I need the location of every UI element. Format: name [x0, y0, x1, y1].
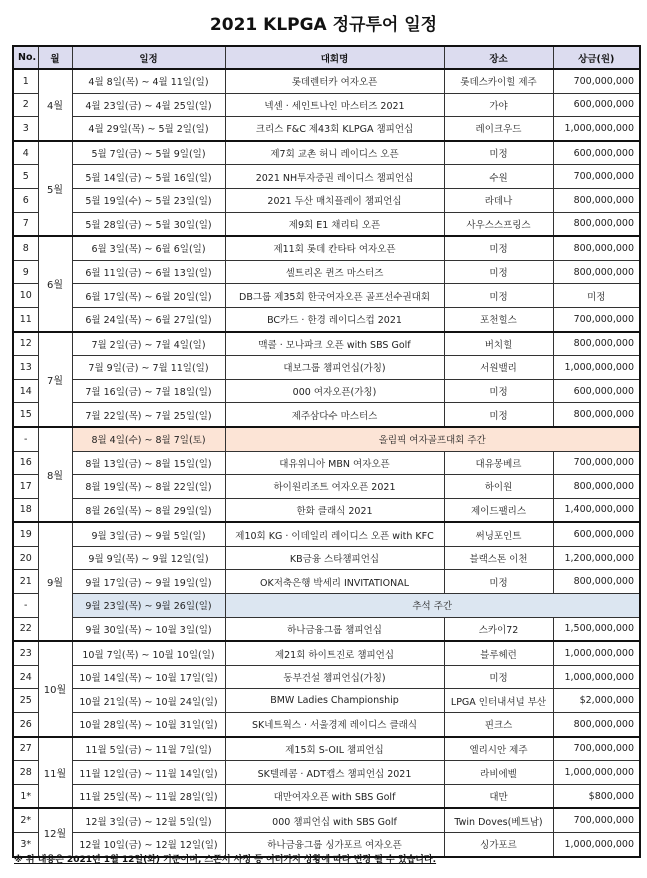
cell-name: 하나금융그룹 싱가포르 여자오픈: [225, 833, 444, 857]
cell-venue: 블랙스톤 이천: [444, 546, 553, 570]
cell-venue: 써닝포인트: [444, 522, 553, 546]
cell-month: 6월: [38, 236, 72, 331]
cell-no: 11: [13, 307, 38, 331]
cell-venue: 미정: [444, 403, 553, 427]
cell-date: 9월 9일(목) ~ 9월 12일(일): [72, 546, 225, 570]
cell-venue: 레이크우드: [444, 117, 553, 141]
cell-month: 9월: [38, 522, 72, 641]
table-row: [13, 117, 640, 141]
cell-month: 11월: [38, 737, 72, 809]
cell-name: 크리스 F&C 제43회 KLPGA 챔피언십: [225, 117, 444, 141]
cell-name: 제7회 교촌 허니 레이디스 오픈: [225, 141, 444, 165]
cell-prize: 600,000,000: [553, 379, 640, 403]
cell-prize: 600,000,000: [553, 93, 640, 117]
cell-name: KB금융 스타챔피언십: [225, 546, 444, 570]
cell-prize: 미정: [553, 284, 640, 308]
cell-name: SK텔레콤 · ADT캡스 챔피언십 2021: [225, 761, 444, 785]
cell-no: 27: [13, 737, 38, 761]
cell-date: 6월 11일(금) ~ 6월 13일(일): [72, 260, 225, 284]
cell-no: 22: [13, 617, 38, 641]
cell-venue: 라데나: [444, 188, 553, 212]
cell-venue: 사우스스프링스: [444, 212, 553, 236]
table-row: [13, 641, 640, 665]
cell-prize: $2,000,000: [553, 689, 640, 713]
table-row: [13, 546, 640, 570]
page-title: 2021 KLPGA 정규투어 일정: [209, 15, 438, 35]
table-row: [13, 260, 640, 284]
cell-no: 13: [13, 356, 38, 380]
cell-venue: 미정: [444, 236, 553, 260]
cell-no: 10: [13, 284, 38, 308]
header-row: [13, 46, 640, 69]
table-row: [13, 332, 640, 356]
cell-date: 12월 10일(금) ~ 12월 12일(일): [72, 833, 225, 857]
cell-name: 대보그룹 챔피언십(가칭): [225, 356, 444, 380]
cell-name: 제10회 KG · 이데일리 레이디스 오픈 with KFC: [225, 522, 444, 546]
cell-prize: 800,000,000: [553, 403, 640, 427]
cell-venue: 라비에벨: [444, 761, 553, 785]
table-row: [13, 808, 640, 832]
cell-prize: 1,200,000,000: [553, 546, 640, 570]
cell-prize: 1,400,000,000: [553, 498, 640, 522]
cell-date: 8월 26일(목) ~ 8월 29일(일): [72, 498, 225, 522]
table-row: [13, 307, 640, 331]
cell-venue: 대만: [444, 784, 553, 808]
cell-name: 하이원리조트 여자오픈 2021: [225, 475, 444, 499]
cell-name: DB그룹 제35회 한국여자오픈 골프선수권대회: [225, 284, 444, 308]
table-row: [13, 69, 640, 93]
cell-prize: 700,000,000: [553, 737, 640, 761]
cell-month: 4월: [38, 69, 72, 141]
cell-date: 4월 23일(금) ~ 4월 25일(일): [72, 93, 225, 117]
cell-name: 제주삼다수 마스터스: [225, 403, 444, 427]
table-row: [13, 737, 640, 761]
olympic-week-row: [13, 427, 640, 451]
cell-date: 12월 3일(금) ~ 12월 5일(일): [72, 808, 225, 832]
table-row: [13, 475, 640, 499]
table-row: [13, 212, 640, 236]
cell-name: 하나금융그룹 챔피언십: [225, 617, 444, 641]
cell-venue: 미정: [444, 141, 553, 165]
cell-venue: 핀크스: [444, 713, 553, 737]
cell-prize: 700,000,000: [553, 307, 640, 331]
cell-no: 7: [13, 212, 38, 236]
table-row: [13, 617, 640, 641]
header-no: No.: [13, 46, 38, 69]
cell-prize: 800,000,000: [553, 570, 640, 594]
cell-prize: 700,000,000: [553, 808, 640, 832]
cell-no: 23: [13, 641, 38, 665]
cell-no: 16: [13, 451, 38, 475]
cell-venue: 버치힐: [444, 332, 553, 356]
cell-no: 21: [13, 570, 38, 594]
cell-name: 제11회 롯데 칸타타 여자오픈: [225, 236, 444, 260]
header-date: 일정: [72, 46, 225, 69]
table-row: [13, 188, 640, 212]
cell-no: -: [13, 427, 38, 451]
cell-date: 7월 22일(목) ~ 7월 25일(일): [72, 403, 225, 427]
cell-date: 9월 17일(금) ~ 9월 19일(일): [72, 570, 225, 594]
cell-name: 롯데렌터카 여자오픈: [225, 69, 444, 93]
cell-date: 11월 5일(금) ~ 11월 7일(일): [72, 737, 225, 761]
cell-prize: 1,000,000,000: [553, 117, 640, 141]
cell-venue: 가야: [444, 93, 553, 117]
cell-prize: 800,000,000: [553, 332, 640, 356]
cell-name: SK네트웍스 · 서울경제 레이디스 클래식: [225, 713, 444, 737]
cell-month: 10월: [38, 641, 72, 736]
cell-no: 17: [13, 475, 38, 499]
cell-prize: 800,000,000: [553, 260, 640, 284]
cell-venue: 미정: [444, 665, 553, 689]
cell-date: 10월 7일(목) ~ 10월 10일(일): [72, 641, 225, 665]
header-month: 월: [38, 46, 72, 69]
table-row: [13, 665, 640, 689]
cell-note: 올림픽 여자골프대회 주간: [225, 427, 640, 451]
header-prize: 상금(원): [553, 46, 640, 69]
chuseok-week-row: [13, 594, 640, 618]
cell-prize: 800,000,000: [553, 713, 640, 737]
cell-no: 26: [13, 713, 38, 737]
cell-venue: LPGA 인터내셔널 부산: [444, 689, 553, 713]
cell-no: 2*: [13, 808, 38, 832]
cell-prize: 700,000,000: [553, 165, 640, 189]
cell-prize: 800,000,000: [553, 188, 640, 212]
cell-note: 추석 주간: [225, 594, 640, 618]
cell-date: 9월 30일(목) ~ 10월 3일(일): [72, 617, 225, 641]
footnote: ※ 위 내용은 2021년 1월 12일(화) 기준이며, 스폰서 사정 등 여러가지 상황에 따라 변경 될 수 있습니다.: [14, 855, 437, 865]
table-row: [13, 761, 640, 785]
cell-name: 000 챔피언십 with SBS Golf: [225, 808, 444, 832]
cell-prize: 1,000,000,000: [553, 641, 640, 665]
cell-venue: 미정: [444, 260, 553, 284]
cell-venue: 미정: [444, 284, 553, 308]
table-row: [13, 379, 640, 403]
cell-prize: 600,000,000: [553, 522, 640, 546]
table-row: [13, 93, 640, 117]
table-row: [13, 403, 640, 427]
cell-prize: 1,000,000,000: [553, 665, 640, 689]
cell-prize: 700,000,000: [553, 451, 640, 475]
cell-no: 28: [13, 761, 38, 785]
cell-no: 6: [13, 188, 38, 212]
cell-name: OK저축은행 박세리 INVITATIONAL: [225, 570, 444, 594]
cell-venue: 롯데스카이힐 제주: [444, 69, 553, 93]
cell-venue: Twin Doves(베트남): [444, 808, 553, 832]
cell-venue: 하이원: [444, 475, 553, 499]
cell-date: 5월 14일(금) ~ 5월 16일(일): [72, 165, 225, 189]
cell-no: 4: [13, 141, 38, 165]
cell-name: 대만여자오픈 with SBS Golf: [225, 784, 444, 808]
cell-prize: 600,000,000: [553, 141, 640, 165]
cell-date: 4월 29일(목) ~ 5월 2일(일): [72, 117, 225, 141]
cell-no: 24: [13, 665, 38, 689]
cell-prize: $800,000: [553, 784, 640, 808]
cell-month: 12월: [38, 808, 72, 856]
cell-venue: 미정: [444, 570, 553, 594]
cell-date: 10월 21일(목) ~ 10월 24일(일): [72, 689, 225, 713]
cell-venue: 제이드팰리스: [444, 498, 553, 522]
cell-date: 8월 4일(수) ~ 8월 7일(토): [72, 427, 225, 451]
cell-prize: 1,000,000,000: [553, 761, 640, 785]
table-row: [13, 570, 640, 594]
cell-name: 2021 두산 매치플레이 챔피언십: [225, 188, 444, 212]
cell-name: 000 여자오픈(가칭): [225, 379, 444, 403]
cell-venue: 싱가포르: [444, 833, 553, 857]
cell-prize: 800,000,000: [553, 475, 640, 499]
cell-date: 11월 25일(목) ~ 11월 28일(일): [72, 784, 225, 808]
cell-no: -: [13, 594, 38, 618]
cell-prize: 1,500,000,000: [553, 617, 640, 641]
cell-name: BC카드 · 한경 레이디스컵 2021: [225, 307, 444, 331]
cell-venue: 대유몽베르: [444, 451, 553, 475]
cell-date: 10월 28일(목) ~ 10월 31일(일): [72, 713, 225, 737]
cell-no: 18: [13, 498, 38, 522]
header-name: 대회명: [225, 46, 444, 69]
cell-no: 12: [13, 332, 38, 356]
cell-no: 5: [13, 165, 38, 189]
schedule-table: [12, 45, 641, 858]
cell-date: 7월 9일(금) ~ 7월 11일(일): [72, 356, 225, 380]
cell-no: 15: [13, 403, 38, 427]
cell-no: 9: [13, 260, 38, 284]
cell-date: 5월 28일(금) ~ 5월 30일(일): [72, 212, 225, 236]
table-row: [13, 498, 640, 522]
cell-name: 제15회 S-OIL 챔피언십: [225, 737, 444, 761]
cell-name: BMW Ladies Championship: [225, 689, 444, 713]
cell-venue: 미정: [444, 379, 553, 403]
cell-month: 7월: [38, 332, 72, 427]
cell-prize: 700,000,000: [553, 69, 640, 93]
table-row: [13, 689, 640, 713]
cell-date: 9월 23일(목) ~ 9월 26일(일): [72, 594, 225, 618]
cell-date: 4월 8일(목) ~ 4월 11일(일): [72, 69, 225, 93]
cell-prize: 800,000,000: [553, 212, 640, 236]
table-row: [13, 356, 640, 380]
table-row: [13, 165, 640, 189]
cell-no: 3: [13, 117, 38, 141]
cell-month: 8월: [38, 427, 72, 522]
cell-venue: 서원밸리: [444, 356, 553, 380]
cell-no: 3*: [13, 833, 38, 857]
cell-venue: 수원: [444, 165, 553, 189]
cell-date: 8월 13일(금) ~ 8월 15일(일): [72, 451, 225, 475]
cell-date: 10월 14일(목) ~ 10월 17일(일): [72, 665, 225, 689]
cell-date: 6월 3일(목) ~ 6월 6일(일): [72, 236, 225, 260]
cell-venue: 엘리시안 제주: [444, 737, 553, 761]
cell-date: 6월 24일(목) ~ 6월 27일(일): [72, 307, 225, 331]
table-row: [13, 284, 640, 308]
cell-name: 셀트리온 퀸즈 마스터즈: [225, 260, 444, 284]
cell-prize: 800,000,000: [553, 236, 640, 260]
cell-name: 제21회 하이트진로 챔피언십: [225, 641, 444, 665]
cell-date: 11월 12일(금) ~ 11월 14일(일): [72, 761, 225, 785]
cell-no: 19: [13, 522, 38, 546]
header-venue: 장소: [444, 46, 553, 69]
cell-venue: 블루헤런: [444, 641, 553, 665]
cell-date: 6월 17일(목) ~ 6월 20일(일): [72, 284, 225, 308]
cell-date: 7월 2일(금) ~ 7월 4일(일): [72, 332, 225, 356]
table-row: [13, 522, 640, 546]
cell-name: 제9회 E1 채리티 오픈: [225, 212, 444, 236]
cell-name: 대유위니아 MBN 여자오픈: [225, 451, 444, 475]
table-row: [13, 713, 640, 737]
cell-no: 25: [13, 689, 38, 713]
table-row: [13, 784, 640, 808]
cell-month: 5월: [38, 141, 72, 236]
cell-prize: 1,000,000,000: [553, 833, 640, 857]
cell-date: 5월 19일(수) ~ 5월 23일(일): [72, 188, 225, 212]
cell-date: 8월 19일(목) ~ 8월 22일(일): [72, 475, 225, 499]
cell-date: 7월 16일(금) ~ 7월 18일(일): [72, 379, 225, 403]
cell-name: 한화 클래식 2021: [225, 498, 444, 522]
cell-name: 맥콜 · 모나파크 오픈 with SBS Golf: [225, 332, 444, 356]
table-row: [13, 236, 640, 260]
cell-no: 20: [13, 546, 38, 570]
cell-no: 14: [13, 379, 38, 403]
cell-name: 넥센 · 세인트나인 마스터즈 2021: [225, 93, 444, 117]
cell-date: 5월 7일(금) ~ 5월 9일(일): [72, 141, 225, 165]
table-row: [13, 141, 640, 165]
cell-date: 9월 3일(금) ~ 9월 5일(일): [72, 522, 225, 546]
cell-name: 2021 NH투자증권 레이디스 챔피언십: [225, 165, 444, 189]
cell-no: 2: [13, 93, 38, 117]
cell-no: 1: [13, 69, 38, 93]
cell-no: 1*: [13, 784, 38, 808]
cell-no: 8: [13, 236, 38, 260]
cell-venue: 포천힐스: [444, 307, 553, 331]
cell-venue: 스카이72: [444, 617, 553, 641]
table-row: [13, 451, 640, 475]
cell-prize: 1,000,000,000: [553, 356, 640, 380]
cell-name: 동부건설 챔피언십(가칭): [225, 665, 444, 689]
